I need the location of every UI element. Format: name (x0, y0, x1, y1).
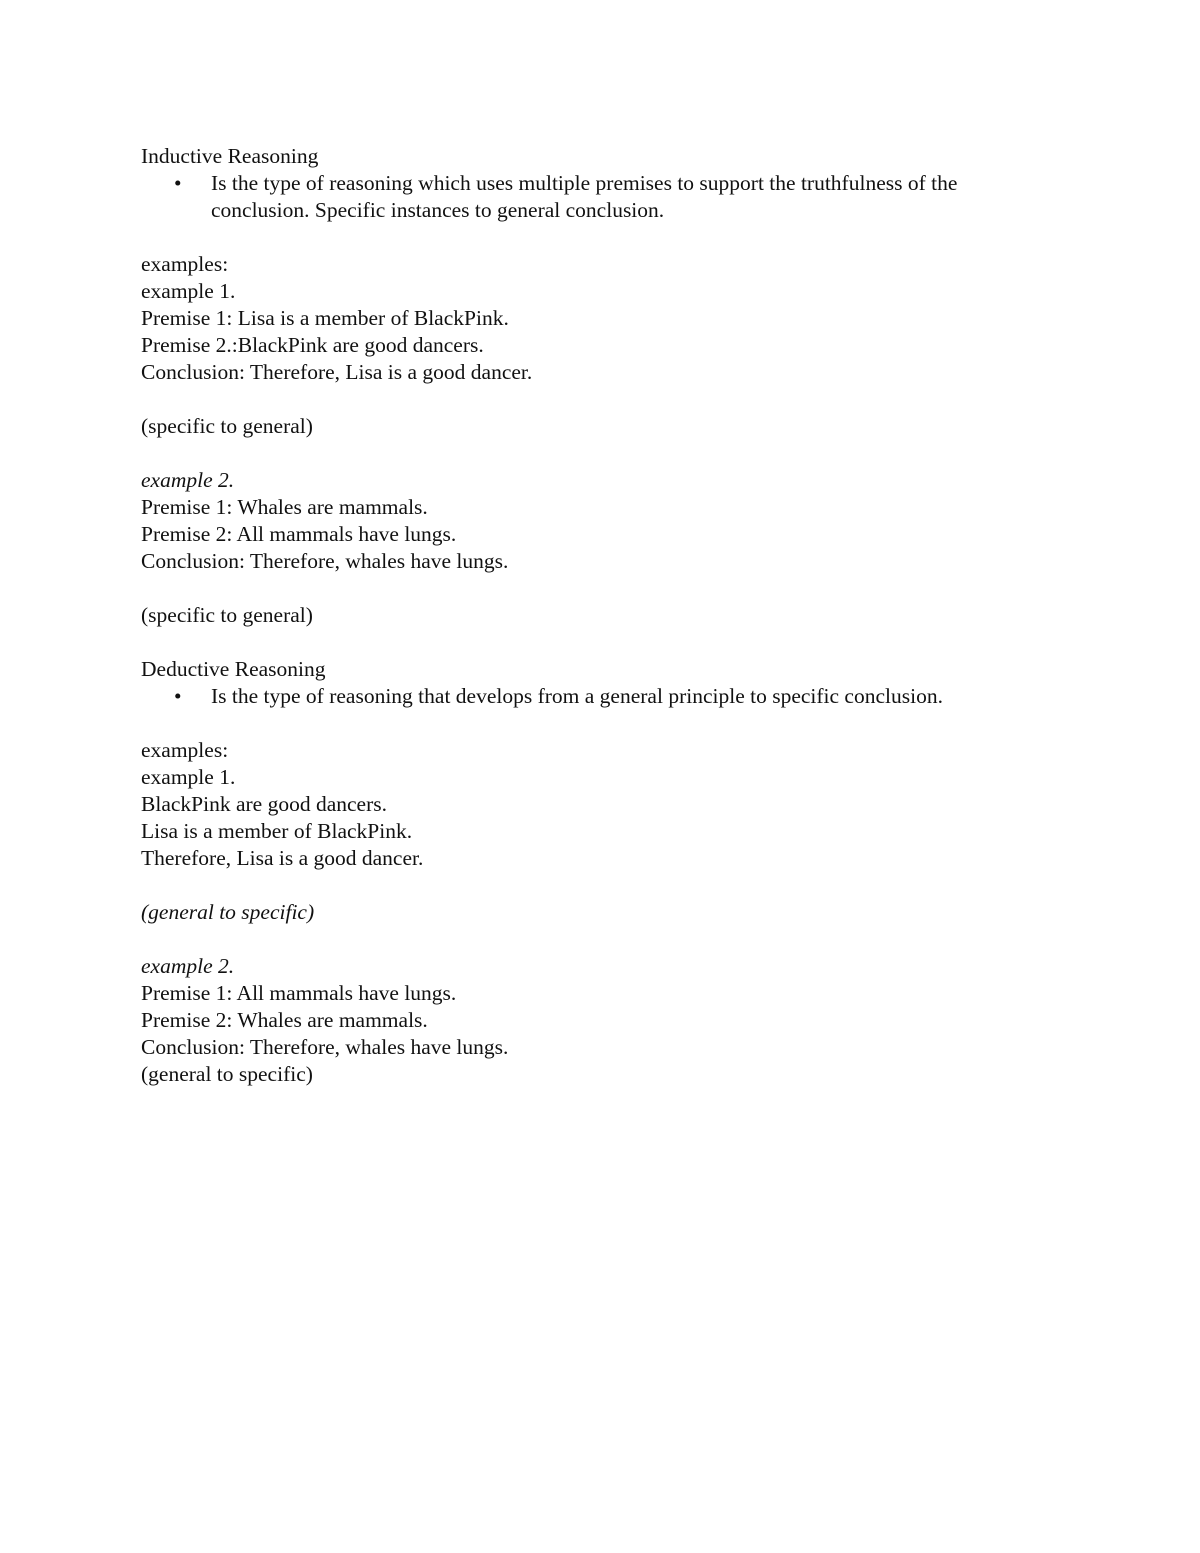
inductive-heading: Inductive Reasoning (141, 144, 319, 168)
spacer (141, 926, 1061, 953)
inductive-definition: Is the type of reasoning which uses multiple premises to support the truthfulness of the conclusion. Specific instances to general conclusion. (211, 171, 958, 222)
spacer (141, 440, 1061, 467)
bullet-icon: • (174, 684, 182, 708)
deductive-example1-line3: Therefore, Lisa is a good dancer. (141, 846, 424, 870)
deductive-example2-premise2: Premise 2: Whales are mammals. (141, 1008, 428, 1032)
deductive-example2-label: example 2. (141, 954, 235, 978)
inductive-definition-item (141, 170, 1061, 224)
inductive-example2-premise2: Premise 2: All mammals have lungs. (141, 522, 457, 546)
deductive-examples-label: examples: (141, 738, 229, 762)
spacer (141, 224, 1061, 251)
deductive-definition-item (141, 683, 1061, 710)
spacer (141, 575, 1061, 602)
spacer (141, 629, 1061, 656)
inductive-example1-premise1: Premise 1: Lisa is a member of BlackPink. (141, 306, 509, 330)
deductive-example2-premise1: Premise 1: All mammals have lungs. (141, 981, 457, 1005)
deductive-definition: Is the type of reasoning that develops from a general principle to specific conclusion. (211, 684, 943, 708)
spacer (141, 710, 1061, 737)
deductive-example1-label: example 1. (141, 765, 236, 789)
deductive-example1-line1: BlackPink are good dancers. (141, 792, 387, 816)
inductive-example2-label: example 2. (141, 468, 235, 492)
spacer (141, 386, 1061, 413)
document-page (141, 143, 1061, 1088)
deductive-example2-note: (general to specific) (141, 1062, 313, 1086)
deductive-example2-conclusion: Conclusion: Therefore, whales have lungs. (141, 1035, 509, 1059)
deductive-example1-line2: Lisa is a member of BlackPink. (141, 819, 413, 843)
inductive-example2-premise1: Premise 1: Whales are mammals. (141, 495, 428, 519)
inductive-example2-note: (specific to general) (141, 603, 313, 627)
inductive-example1-premise2: Premise 2.:BlackPink are good dancers. (141, 333, 484, 357)
inductive-example1-note: (specific to general) (141, 414, 313, 438)
inductive-examples-label: examples: (141, 252, 229, 276)
deductive-heading: Deductive Reasoning (141, 657, 326, 681)
inductive-example1-conclusion: Conclusion: Therefore, Lisa is a good dancer. (141, 360, 533, 384)
bullet-icon: • (174, 171, 182, 195)
spacer (141, 872, 1061, 899)
deductive-example1-note: (general to specific) (141, 900, 315, 924)
inductive-example2-conclusion: Conclusion: Therefore, whales have lungs. (141, 549, 509, 573)
inductive-example1-label: example 1. (141, 279, 236, 303)
